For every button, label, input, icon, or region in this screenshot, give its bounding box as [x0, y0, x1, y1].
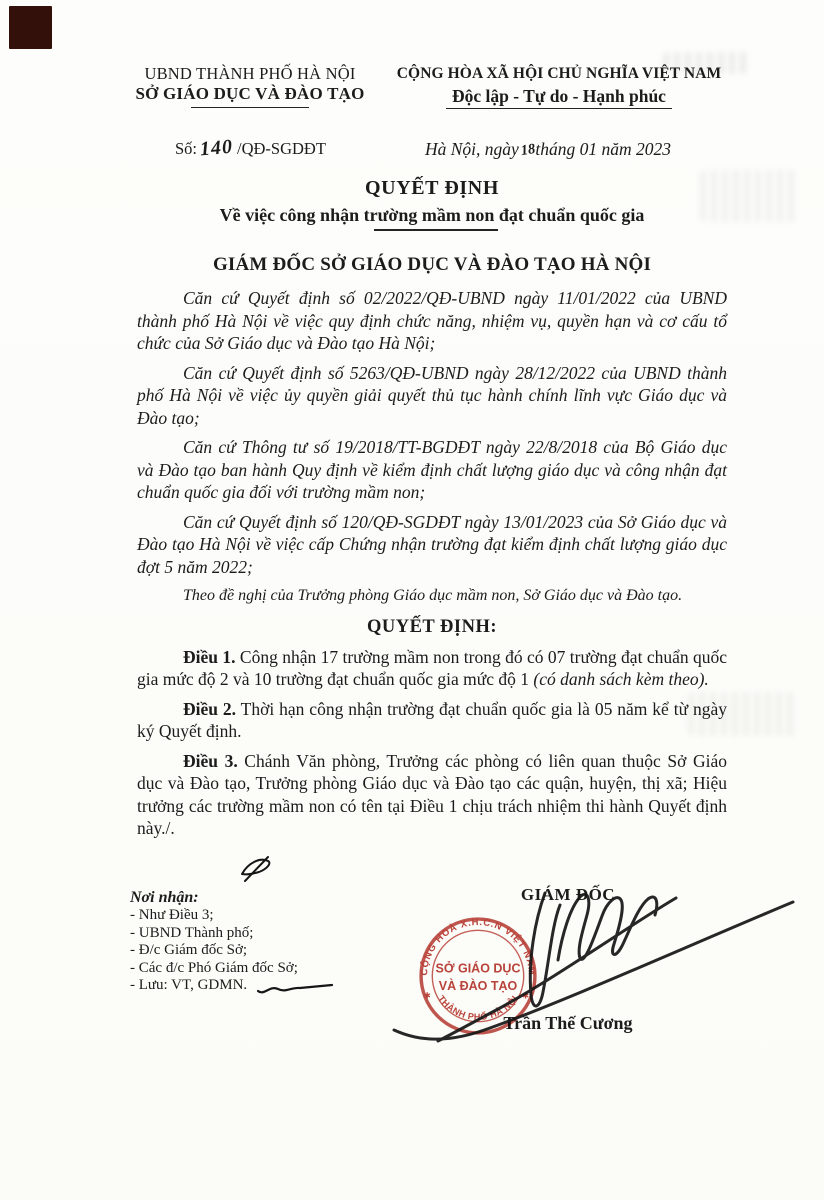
article-3-paragraph [137, 750, 727, 840]
scan-corner-artifact [9, 6, 52, 49]
signer-name: Trần Thế Cương [503, 1013, 633, 1033]
legal-basis-paragraph: Căn cứ Quyết định số 02/2022/QĐ-UBND ngày 11/01/2022 của UBND thành phố Hà Nội về việc quy định chức năng, nhiệm vụ, quyền hạn và cơ cấu tổ chức của Sở Giáo dục và Đào tạo Hà Nội; [137, 288, 727, 353]
recipient-item: - Các đ/c Phó Giám đốc Sở; [130, 959, 298, 976]
article-1-label: Điều 1. [183, 646, 236, 667]
recipient-item: - Đ/c Giám đốc Sở; [130, 942, 248, 958]
document-body [137, 287, 727, 847]
agency-underline [191, 107, 309, 108]
document-type-heading: QUYẾT ĐỊNH [365, 177, 499, 199]
article-1-text: Công nhận 17 trường mầm non trong đó có 07 trường đạt chuẩn quốc gia mức độ 2 và 10 trường đạt chuẩn quốc gia mức độ 1 [137, 646, 728, 689]
legal-basis-paragraph: Căn cứ Thông tư số 19/2018/TT-BGDĐT ngày 22/8/2018 của Bộ Giáo dục và Đào tạo ban hành Quy định về kiểm định chất lượng giáo dục và công nhận đạt chuẩn quốc gia đối với trường mầm non; [137, 437, 727, 502]
article-3-text: Chánh Văn phòng, Trưởng các phòng có liên quan thuộc Sở Giáo dục và Đào tạo, Trưởng phòng Giáo dục và Đào tạo các quận, huyện, thị xã; Hiệu trưởng các trường mầm non có tên tại Điều 1 chịu trách nhiệm thi hành Quyết định này./. [137, 750, 727, 838]
place-date-line [425, 139, 671, 160]
national-title: CỘNG HÒA XÃ HỘI CHỦ NGHĨA VIỆT NAM [396, 65, 722, 82]
proposal-paragraph: Theo đề nghị của Trưởng phòng Giáo dục mầm non, Sở Giáo dục và Đào tạo. [183, 587, 683, 604]
stamp-center-line1: SỞ GIÁO DỤC [435, 961, 521, 976]
article-2-label: Điều 2. [183, 698, 237, 719]
signer-position-title: GIÁM ĐỐC [520, 885, 616, 904]
stamp-center-line2: VÀ ĐÀO TẠO [438, 978, 518, 993]
document-subject: Về việc công nhận trường mầm non đạt chuẩn quốc gia [219, 205, 645, 225]
handwritten-flourish [256, 981, 336, 999]
document-number-line [175, 137, 326, 160]
recipients-label: Nơi nhận: [130, 889, 199, 906]
article-2-text: Thời hạn công nhận trường đạt chuẩn quốc gia là 05 năm kể từ ngày ký Quyết định. [137, 698, 728, 741]
deciding-authority: GIÁM ĐỐC SỞ GIÁO DỤC VÀ ĐÀO TẠO HÀ NỘI [212, 254, 652, 275]
subject-underline [374, 229, 498, 231]
handwritten-day: 18 [519, 140, 537, 160]
agency-name: SỞ GIÁO DỤC VÀ ĐÀO TẠO [135, 84, 365, 103]
stamp-star-left: ✱ [423, 990, 431, 1001]
document-number-code: /QĐ-SGDĐT [237, 139, 326, 158]
title-block [137, 176, 727, 276]
legal-basis-paragraph: Căn cứ Quyết định số 120/QĐ-SGDĐT ngày 13/01/2023 của Sở Giáo dục và Đào tạo Hà Nội về việc cấp Chứng nhận trường đạt kiểm định chất lượng giáo dục đợt 5 năm 2022; [137, 511, 727, 577]
recipient-item: - Như Điều 3; [130, 907, 214, 923]
article-2-paragraph [137, 698, 727, 743]
stamp-ring-top-text: CỘNG HOÀ X.H.C.N VIỆT NAM [418, 916, 538, 976]
date-prefix: Hà Nội, ngày [425, 139, 519, 159]
motto-underline [446, 108, 672, 109]
handwritten-document-number: 140 [199, 135, 234, 161]
document-number-prefix: Số: [175, 139, 198, 158]
date-suffix: tháng 01 năm 2023 [535, 139, 671, 159]
handwritten-signature [385, 878, 805, 1056]
stamp-ring-bottom-text: THÀNH PHỐ HÀ NỘI [436, 993, 520, 1022]
parent-agency-name: UBND THÀNH PHỐ HÀ NỘI [144, 64, 356, 83]
recipients-block [130, 889, 298, 995]
national-motto-block [383, 64, 735, 109]
decision-section-heading: QUYẾT ĐỊNH: [366, 616, 498, 637]
article-1-paragraph [137, 646, 727, 691]
national-motto: Độc lập - Tự do - Hạnh phúc [452, 86, 666, 106]
article-1-note: (có danh sách kèm theo). [533, 669, 709, 689]
legal-basis-paragraph: Căn cứ Quyết định số 5263/QĐ-UBND ngày 28/12/2022 của UBND thành phố Hà Nội về việc ủy quyền giải quyết thủ tục hành chính lĩnh vực Giáo dục và Đào tạo; [137, 362, 727, 428]
article-3-label: Điều 3. [183, 750, 238, 771]
recipient-item: - Lưu: VT, GDMN. [130, 977, 248, 993]
handwritten-initial-mark [238, 854, 278, 884]
stamp-star-right: ✱ [521, 990, 530, 1001]
issuing-agency-block [118, 64, 382, 108]
recipient-item: - UBND Thành phố; [130, 924, 254, 941]
